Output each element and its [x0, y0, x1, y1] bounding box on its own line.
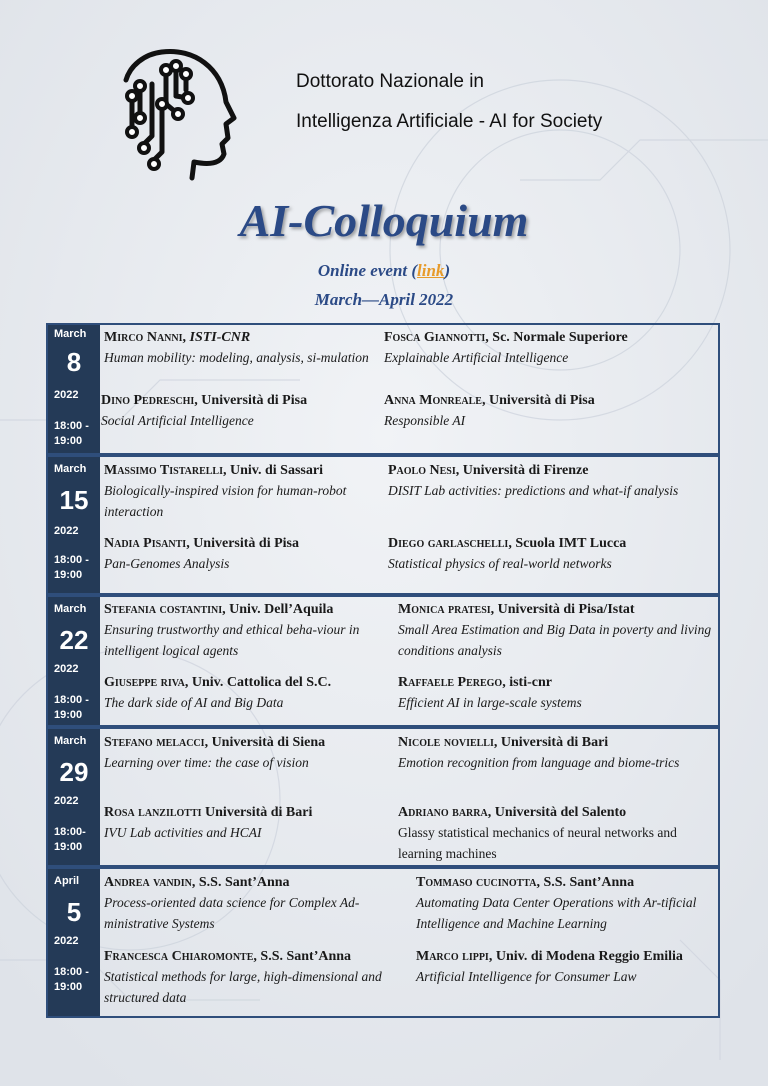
session-date: [48, 457, 100, 593]
header-line-1: Dottorato Nazionale in: [296, 71, 484, 92]
talk-speaker: Stefano melacci, Università di Siena: [104, 735, 326, 750]
session-date: [48, 325, 100, 453]
event-subtitle: [0, 261, 768, 281]
talk-speaker: Rosa lanzilotti Università di Bari: [104, 805, 313, 820]
talk-speaker: Adriano barra, Università del Salento: [398, 805, 627, 820]
ai-head-circuit-logo: [104, 44, 240, 182]
session-month: March: [54, 735, 87, 747]
talk-title: Process-oriented data science for Complex Ad-ministrative Systems: [104, 895, 360, 931]
talk-item: [104, 873, 404, 934]
talk-title: Statistical methods for large, high-dimensional and structured data: [104, 969, 382, 1005]
talk-speaker: Massimo Tistarelli, Univ. di Sassari: [104, 463, 323, 478]
talk-item: [104, 600, 390, 661]
talk-item: [104, 461, 379, 522]
talk-speaker: Marco lippi, Univ. di Modena Reggio Emilia: [416, 949, 683, 964]
event-dates: March—April 2022: [314, 290, 454, 309]
event-link[interactable]: link: [417, 261, 445, 280]
session-month: March: [54, 328, 87, 340]
talk-title: Statistical physics of real-world networks: [388, 556, 612, 571]
session-day: 5: [66, 897, 82, 927]
talk-speaker: Monica pratesi, Università di Pisa/Istat: [398, 602, 635, 617]
talk-title: The dark side of AI and Big Data: [104, 695, 284, 710]
session-month: March: [54, 603, 87, 615]
talk-title: Automating Data Center Operations with Ar-tificial Intelligence and Machine Learning: [416, 895, 697, 931]
session-day: 15: [59, 485, 89, 515]
session-day: 29: [59, 757, 89, 787]
session-year: 2022: [54, 525, 79, 537]
talk-title: Learning over time: the case of vision: [104, 755, 309, 770]
page-title: AI-Colloquium: [239, 195, 529, 246]
talk-item: [416, 873, 716, 934]
talk-speaker: Francesca Chiaromonte, S.S. Sant’Anna: [104, 949, 352, 964]
talk-item: [104, 534, 379, 575]
talk-title: Social Artificial Intelligence: [101, 413, 254, 428]
session-year: 2022: [54, 389, 79, 401]
talk-title: Explainable Artificial Intelligence: [384, 350, 569, 365]
talk-item: [398, 673, 716, 714]
subtitle-prefix: Online event (: [317, 261, 418, 280]
session-time: 18:00- 19:00: [54, 826, 86, 853]
talk-item: [384, 391, 714, 432]
talk-title: Small Area Estimation and Big Data in poverty and living conditions analysis: [398, 622, 712, 658]
talk-item: [384, 328, 714, 369]
talk-title: Human mobility: modeling, analysis, si-mulation: [104, 350, 369, 365]
talk-title: Biologically-inspired vision for human-robot interaction: [104, 483, 347, 519]
session-block: [46, 595, 720, 727]
talk-title: Responsible AI: [384, 413, 466, 428]
talk-title: Emotion recognition from language and biome-trics: [398, 755, 680, 770]
talk-title: Glassy statistical mechanics of neural networks and learning machines: [398, 825, 677, 861]
talk-item: [398, 600, 716, 661]
session-block: [46, 867, 720, 1018]
talk-title: IVU Lab activities and HCAI: [104, 825, 262, 840]
talk-title: Artificial Intelligence for Consumer Law: [416, 969, 637, 984]
session-date: [48, 869, 100, 1016]
subtitle-suffix: ): [444, 261, 451, 280]
program-header: [296, 62, 602, 142]
session-time: 18:00 - 19:00: [54, 966, 89, 993]
session-day: 22: [59, 625, 89, 655]
talk-speaker: Dino Pedreschi, Università di Pisa: [101, 393, 308, 408]
session-time: 18:00 - 19:00: [54, 554, 89, 581]
talk-speaker: Stefania costantini, Univ. Dell’Aquila: [104, 602, 334, 617]
talk-item: [104, 947, 409, 1008]
talk-title: DISIT Lab activities: predictions and what-if analysis: [388, 483, 679, 498]
talk-item: [388, 534, 714, 575]
session-time: 18:00 - 19:00: [54, 420, 89, 447]
talk-item: [104, 733, 390, 774]
talk-item: [104, 328, 374, 369]
session-day: 8: [66, 347, 82, 377]
talk-item: [104, 673, 390, 714]
talk-speaker: Raffaele Perego, isti-cnr: [398, 675, 552, 690]
session-month: March: [54, 463, 87, 475]
talk-title: Pan-Genomes Analysis: [104, 556, 230, 571]
talk-speaker: Mirco Nanni, ISTI-CNR: [104, 330, 251, 345]
talk-item: [416, 947, 716, 988]
talk-speaker: Andrea vandin, S.S. Sant’Anna: [104, 875, 290, 890]
session-time: 18:00 - 19:00: [54, 694, 89, 721]
header-line-2: Intelligenza Artificiale - AI for Society: [296, 111, 603, 132]
session-block: [46, 727, 720, 867]
talk-speaker: Anna Monreale, Università di Pisa: [384, 393, 595, 408]
talk-item: [388, 461, 714, 502]
session-year: 2022: [54, 935, 79, 947]
talk-speaker: Paolo Nesi, Università di Firenze: [388, 463, 589, 478]
session-year: 2022: [54, 795, 79, 807]
talk-item: [398, 803, 716, 864]
talk-speaker: Tommaso cucinotta, S.S. Sant’Anna: [416, 875, 635, 890]
talk-speaker: Fosca Giannotti, Sc. Normale Superiore: [384, 330, 628, 345]
talk-title: Efficient AI in large-scale systems: [398, 695, 582, 710]
talk-item: [104, 803, 390, 844]
session-date: [48, 597, 100, 725]
talk-speaker: Nadia Pisanti, Università di Pisa: [104, 536, 299, 551]
session-month: April: [54, 875, 80, 887]
talk-speaker: Diego garlaschelli, Scuola IMT Lucca: [388, 536, 627, 551]
talk-speaker: Nicole novielli, Università di Bari: [398, 735, 609, 750]
session-year: 2022: [54, 663, 79, 675]
talk-item: [398, 733, 716, 774]
talk-item: [101, 391, 371, 432]
session-date: [48, 729, 100, 865]
session-block: [46, 455, 720, 595]
talk-speaker: Giuseppe riva, Univ. Cattolica del S.C.: [104, 675, 332, 690]
talk-title: Ensuring trustworthy and ethical beha-viour in intelligent logical agents: [104, 622, 360, 658]
session-block: [46, 323, 720, 455]
